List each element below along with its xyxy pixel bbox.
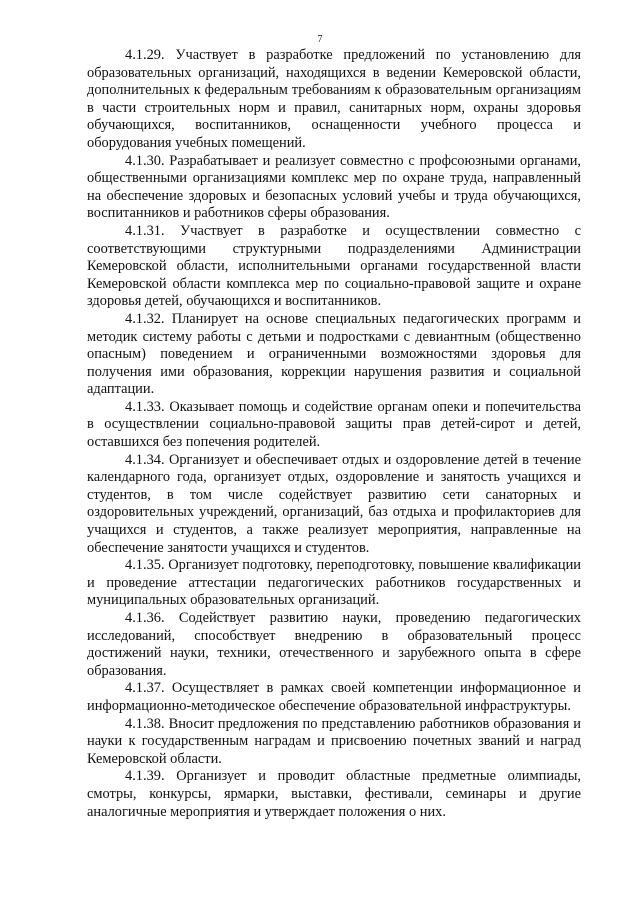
paragraph-4-1-36: 4.1.36. Содействует развитию науки, проведению педагогических исследований, способствует внедрению в образовательный процесс достижений науки, техники, отечественного и зарубежного опыта в сфере образования. <box>87 610 581 679</box>
paragraph-4-1-34: 4.1.34. Организует и обеспечивает отдых и оздоровление детей в течение календарного года, организует отдых, оздоровление и занятость учащихся и студентов, в том числе содействует развитию сети санаторных и оздоровительных учреждений, организаций, баз отдыха и профилакториев для учащихся и студентов, а также реализует мероприятия, направленные на обеспечение занятости учащихся и студентов. <box>87 451 581 556</box>
paragraph-4-1-29: 4.1.29. Участвует в разработке предложений по установлению для образовательных организаций, находящихся в ведении Кемеровской области, дополнительных к федеральным требованиям к образовательным организациям в части строительных норм и правил, санитарных норм, охраны здоровья обучающихся, воспитанников, оснащенности учебного процесса и оборудования учебных помещений. <box>87 47 581 151</box>
paragraph-4-1-30: 4.1.30. Разрабатывает и реализует совместно с профсоюзными органами, общественными организациями комплекс мер по охране труда, направленный на обеспечение здоровых и безопасных условий учебы и труда обучающихся, воспитанников и работников сферы образования. <box>87 152 581 222</box>
paragraph-4-1-37: 4.1.37. Осуществляет в рамках своей компетенции информационное и информационно-методическое обеспечение образовательной инфраструктуры. <box>87 680 581 714</box>
paragraph-4-1-38: 4.1.38. Вносит предложения по представлению работников образования и науки к государственным наградам и присвоению почетных званий и наград Кемеровской области. <box>87 715 581 767</box>
paragraph-4-1-39: 4.1.39. Организует и проводит областные предметные олимпиады, смотры, конкурсы, ярмарки, выставки, фестивали, семинары и другие аналогичные мероприятия и утверждает положения о них. <box>87 768 581 820</box>
paragraph-4-1-33: 4.1.33. Оказывает помощь и содействие органам опеки и попечительства в осуществлении социально-правовой защиты прав детей-сирот и детей, оставшихся без попечения родителей. <box>87 398 581 451</box>
paragraph-4-1-31: 4.1.31. Участвует в разработке и осуществлении совместно с соответствующими структурными подразделениями Администрации Кемеровской области, исполнительными органами государственной власти Кемеровской области комплекса мер по социально-правовой защите и охране здоровья детей, обучающихся и воспитанников. <box>87 222 581 310</box>
document-body <box>87 47 581 821</box>
paragraph-4-1-32: 4.1.32. Планирует на основе специальных педагогических программ и методик систему работы с детьми и подростками с девиантным (общественно опасным) поведением и ограниченными возможностями здоровья для получения ими образования, коррекции нарушения развития и социальной адаптации. <box>87 310 581 398</box>
page-number: 7 <box>317 34 323 45</box>
paragraph-4-1-35: 4.1.35. Организует подготовку, переподготовку, повышение квалификации и проведение аттестации педагогических работников государственных и муниципальных образовательных организаций. <box>87 557 581 609</box>
